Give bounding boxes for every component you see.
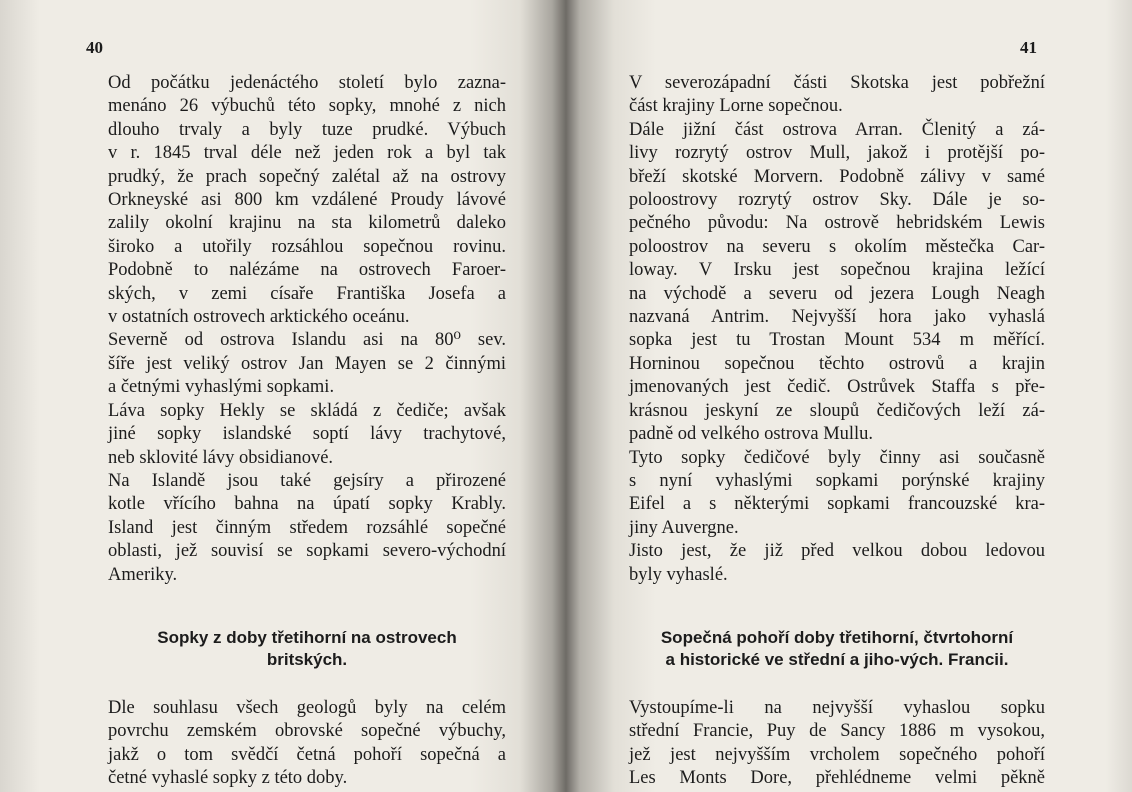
text-line: Na Islandě jsou také gejsíry a přirozené bbox=[108, 470, 506, 491]
section-heading: Sopečná pohoří doby třetihorní, čtvrtohorní bbox=[660, 627, 1014, 647]
text-line: dlouho trvaly a byly tuze prudké. Výbuch bbox=[108, 119, 506, 140]
text-line: kotle vřícího bahna na úpatí sopky Krably. bbox=[108, 494, 506, 515]
text-line: ských, v zemi císaře Františka Josefa a bbox=[108, 283, 506, 304]
text-line: v ostatních ostrovech arktického oceánu. bbox=[108, 307, 410, 328]
text-line: Jisto jest, že již před velkou dobou ledovou bbox=[629, 541, 1045, 562]
page-text bbox=[629, 72, 1045, 791]
text-line: jež jest nejvyšším vrcholem sopečného pohoří bbox=[629, 744, 1045, 765]
text-line: široko a utořily rozsáhlou sopečnou rovinu. bbox=[108, 236, 506, 257]
text-line: prudký, že prach sopečný zalétal až na ostrovy bbox=[108, 166, 506, 187]
text-line: v r. 1845 trval déle než jeden rok a byl tak bbox=[108, 143, 506, 164]
text-line: povrchu zemském obrovské sopečné výbuchy, bbox=[108, 721, 506, 742]
text-line: s nyní vyhaslými sopkami porýnské krajiny bbox=[629, 470, 1045, 491]
text-line: Orkneyské asi 800 km vzdálené Proudy lávové bbox=[108, 190, 506, 211]
text-line: Severně od ostrova Islandu asi na 80⁰ sev. bbox=[108, 330, 506, 351]
text-line: Láva sopky Hekly se skládá z čediče; avšak bbox=[108, 400, 506, 421]
text-line: Podobně to nalézáme na ostrovech Faroer- bbox=[108, 260, 506, 281]
text-line: část krajiny Lorne sopečnou. bbox=[629, 96, 843, 117]
section-heading: a historické ve střední a jiho-vých. Francii. bbox=[665, 649, 1009, 669]
text-line: menáno 26 výbuchů této sopky, mnohé z nich bbox=[108, 96, 506, 117]
text-line: a četnými vyhaslými sopkami. bbox=[108, 377, 335, 398]
text-line: padně od velkého ostrova Mullu. bbox=[629, 424, 874, 445]
text-line: loway. V Irsku jest sopečnou krajina ležící bbox=[629, 260, 1045, 281]
text-line: V severozápadní části Skotska jest pobřežní bbox=[629, 73, 1045, 93]
page-number: 40 bbox=[86, 38, 103, 57]
text-line: na východě a severu od jezera Lough Neagh bbox=[629, 283, 1045, 304]
text-line: Ameriky. bbox=[108, 564, 178, 585]
text-line: střední Francie, Puy de Sancy 1886 m vysokou, bbox=[629, 721, 1045, 742]
text-line: livy rozrytý ostrov Mull, jakož i protější po- bbox=[629, 143, 1045, 164]
text-line: Les Monts Dore, přehlédneme velmi pěkně bbox=[629, 768, 1045, 789]
section-heading: Sopky z doby třetihorní na ostrovech bbox=[157, 627, 457, 647]
text-line: jakž o tom svědčí četná pohoří sopečná a bbox=[108, 744, 506, 765]
page-text bbox=[108, 72, 506, 791]
text-line: byly vyhaslé. bbox=[629, 564, 728, 585]
text-line: poloostrov na severu s okolím městečka Car- bbox=[629, 236, 1045, 257]
text-line: oblasti, jež souvisí se sopkami severo-východní bbox=[108, 541, 506, 562]
text-line: jmenovaných jest čedič. Ostrůvek Staffa s pře- bbox=[629, 377, 1045, 398]
text-line: zalily okolní krajinu na sta kilometrů daleko bbox=[108, 213, 506, 234]
text-line: krásnou jeskyní ze sloupů čedičových leží zá- bbox=[629, 400, 1045, 421]
text-line: Island jest činným středem rozsáhlé sopečné bbox=[108, 517, 506, 538]
text-line: Tyto sopky čedičové byly činny asi současně bbox=[629, 447, 1045, 468]
text-line: Eifel a s některými sopkami francouzské kra- bbox=[629, 494, 1045, 515]
right-page bbox=[566, 0, 1132, 792]
text-line: nazvaná Antrim. Nejvyšší hora jako vyhaslá bbox=[629, 307, 1045, 328]
text-line: poloostrovy rozrytý ostrov Sky. Dále je so- bbox=[629, 190, 1045, 211]
text-line: sopka jest tu Trostan Mount 534 m měřící. bbox=[629, 330, 1045, 351]
text-line: jiné sopky islandské soptí lávy trachytové, bbox=[108, 424, 506, 445]
text-line: Horninou sopečnou těchto ostrovů a krajin bbox=[629, 353, 1045, 374]
text-line: břeží skotské Morvern. Podobně zálivy v samé bbox=[629, 166, 1045, 187]
text-line: pečného původu: Na ostrově hebridském Lewis bbox=[629, 213, 1045, 234]
text-line: četné vyhaslé sopky z této doby. bbox=[108, 768, 348, 789]
text-line: neb sklovité lávy obsidianové. bbox=[108, 447, 334, 468]
text-line: Vystoupíme-li na nejvyšší vyhaslou sopku bbox=[629, 697, 1045, 718]
text-line: Dle souhlasu všech geologů byly na celém bbox=[108, 697, 506, 718]
section-heading: britských. bbox=[266, 649, 348, 669]
text-line: šíře jest veliký ostrov Jan Mayen se 2 činnými bbox=[108, 353, 506, 374]
text-line: jiny Auvergne. bbox=[629, 517, 739, 538]
page-number: 41 bbox=[1020, 38, 1037, 57]
text-line: Od počátku jedenáctého století bylo zazna- bbox=[108, 73, 506, 93]
text-line: Dále jižní část ostrova Arran. Členitý a zá- bbox=[629, 119, 1045, 140]
